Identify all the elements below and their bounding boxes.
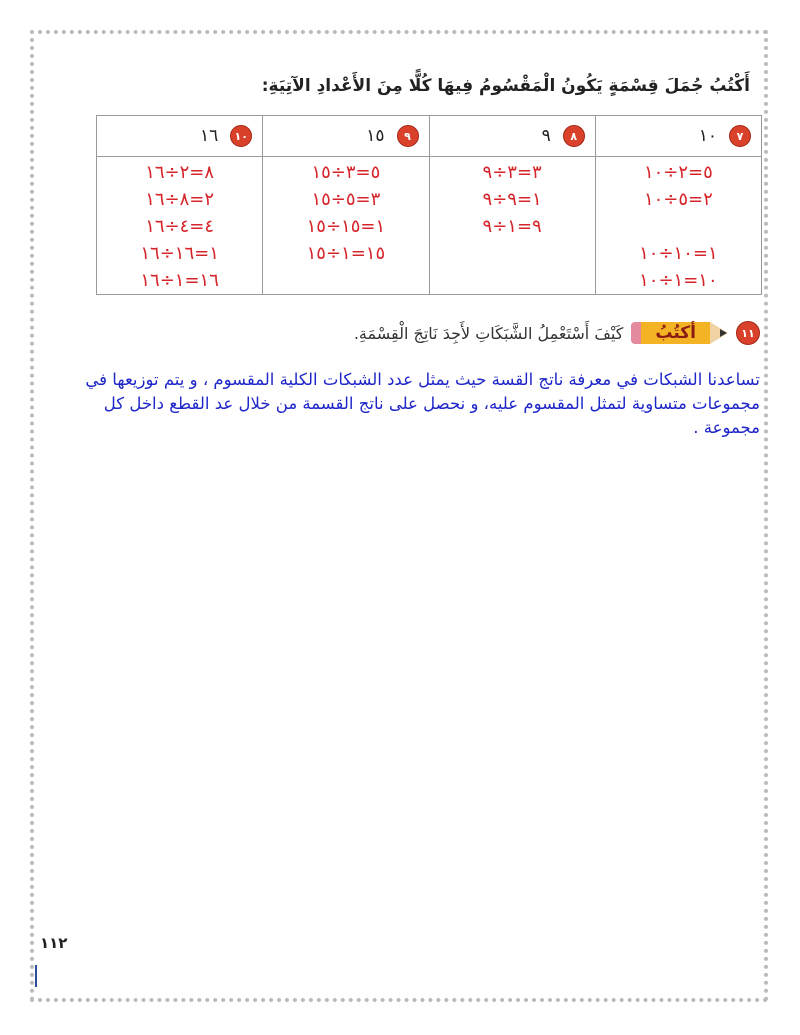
division-fact: ١٦=١÷١٦ <box>140 270 219 291</box>
answers-cell-9 <box>429 157 595 295</box>
division-fact: ١=١٠÷١٠ <box>639 243 718 264</box>
written-answer: تساعدنا الشبكات في معرفة ناتج القسة حيث يمثل عدد الشبكات الكلية المقسوم ، و يتم توزيعها في مجموعات متساوية لتمثل المقسوم عليه، و نحصل على ناتج القسمة من خلال عد القطع داخل كل مجموعة . <box>85 370 760 437</box>
division-fact: ٥=٣÷١٥ <box>311 162 381 183</box>
dividend-number: ١٥ <box>366 126 385 146</box>
question-number-badge: ٩ <box>397 125 419 147</box>
margin-mark <box>35 965 37 987</box>
question-number-badge: ١٠ <box>230 125 252 147</box>
write-prompt: كَيْفَ أَسْتَعْمِلُ الشَّبَكَاتِ لأَجِدَ نَاتِجَ الْقِسْمَةِ. <box>353 323 624 343</box>
division-fact: ١=١٥÷١٥ <box>306 216 386 237</box>
division-fact: ٢=٨÷١٦ <box>145 189 215 210</box>
write-label: أكتُبُ <box>641 322 710 344</box>
dividend-number: ١٦ <box>199 126 219 146</box>
division-fact: ٤=٤÷١٦ <box>145 216 215 237</box>
table-answer-row <box>97 157 762 295</box>
pencil-icon <box>631 322 728 344</box>
page-number: ١١٢ <box>40 934 68 952</box>
answers-cell-16 <box>97 157 263 295</box>
pencil-tip <box>710 322 728 344</box>
question-number-badge: ١١ <box>736 321 760 345</box>
division-fact: ٢=٥÷١٠ <box>643 189 713 210</box>
division-fact: ٣=٥÷١٥ <box>311 189 381 210</box>
division-fact: ٩=١÷٩ <box>482 216 542 237</box>
question-number-badge: ٨ <box>563 125 585 147</box>
column-header-16 <box>97 116 263 157</box>
division-fact: ١٥=١÷١٥ <box>306 243 386 264</box>
division-fact <box>275 267 416 294</box>
exercise-instruction: أَكْتُبُ جُمَلَ قِسْمَةٍ يَكُونُ الْمَقْسُومُ فِيهَا كُلًّا مِنَ الأَعْدادِ الآتِيَةِ: <box>261 76 750 96</box>
division-table <box>96 115 762 295</box>
division-fact: ١٠=١÷١٠ <box>639 270 718 291</box>
dividend-number: ٩ <box>541 126 551 146</box>
division-fact <box>442 267 583 294</box>
division-fact <box>442 240 583 267</box>
column-header-9 <box>429 116 595 157</box>
table-header-row <box>97 116 762 157</box>
answers-cell-10 <box>595 157 761 295</box>
question-number-badge: ٧ <box>729 125 751 147</box>
division-fact <box>608 213 749 240</box>
column-header-10 <box>595 116 761 157</box>
division-fact: ١=١٦÷١٦ <box>140 243 219 264</box>
division-fact: ٨=٢÷١٦ <box>145 162 215 183</box>
dividend-number: ١٠ <box>698 126 717 146</box>
division-fact: ٣=٣÷٩ <box>482 162 542 183</box>
write-question <box>354 318 760 348</box>
pencil-eraser <box>631 322 641 344</box>
division-fact: ٥=٢÷١٠ <box>643 162 713 183</box>
answers-cell-15 <box>263 157 429 295</box>
division-fact: ١=٩÷٩ <box>482 189 542 210</box>
column-header-15 <box>263 116 429 157</box>
